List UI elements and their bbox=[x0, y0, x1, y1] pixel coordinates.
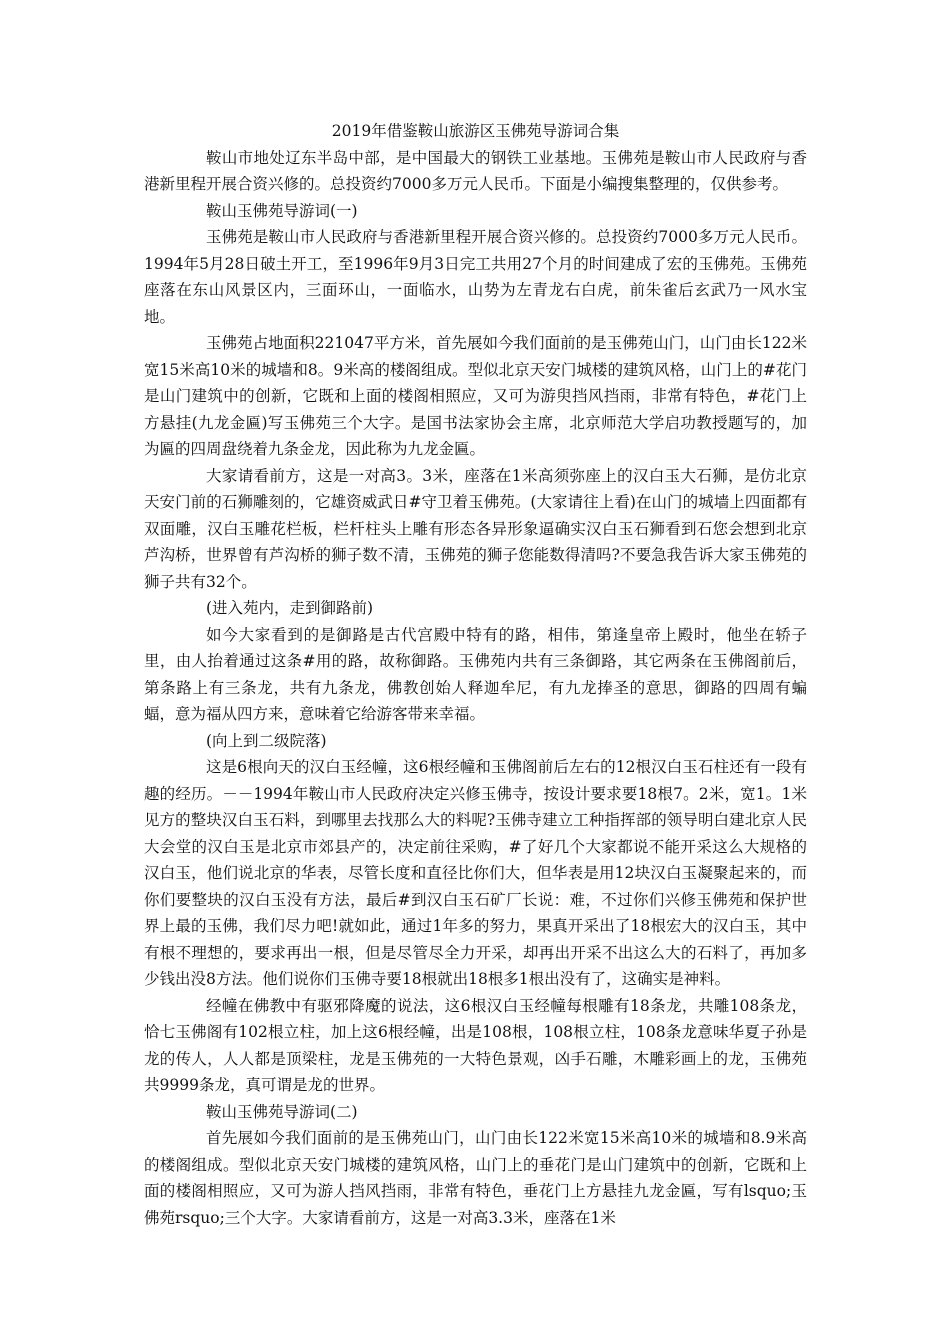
paragraph: 这是6根向天的汉白玉经幢，这6根经幢和玉佛阁前后左右的12根汉白玉石柱还有一段有趣的经历。－－1994年鞍山市人民政府决定兴修玉佛寺，按设计要求要18根7。2米，宽1。1米见方的整块汉白玉石料，到哪里去找那么大的料呢?玉佛寺建立工种指挥部的领导明白建北京人民大会堂的汉白玉是北京市郊县产的，决定前往采购，#了好几个大家都说不能开采这么大规格的汉白玉，他们说北京的华表，尽管长度和直径比你们大，但华表是用12块汉白玉凝聚起来的，而你们要整块的汉白玉没有方法，最后#到汉白玉石矿厂长说：难，不过你们兴修玉佛苑和保护世界上最的玉佛，我们尽力吧!就如此，通过1年多的努力，果真开采出了18根宏大的汉白玉，其中有根不理想的，要求再出一根，但是尽管尽全力开采，却再出开采不出这么大的石料了，再加多少钱出没8方法。他们说你们玉佛寺要18根就出18根多1根出没有了，这确实是神料。 bbox=[144, 758, 807, 988]
paragraph: 玉佛苑是鞍山市人民政府与香港新里程开展合资兴修的。总投资约7000多万元人民币。1994年5月28日破土开工，至1996年9月3日完工共用27个月的时间建成了宏的玉佛苑。玉佛苑座落在东山风景区内，三面环山，一面临水，山势为左青龙右白虎，前朱雀后玄武乃一风水宝地。 bbox=[144, 228, 807, 326]
section-heading: (向上到二级院落) bbox=[206, 731, 327, 750]
document-body bbox=[144, 145, 807, 1232]
section-heading: 鞍山玉佛苑导游词(一) bbox=[206, 201, 358, 220]
paragraph: 经幢在佛教中有驱邪降魔的说法，这6根汉白玉经幢每根雕有18条龙，共雕108条龙，恰七玉佛阁有102根立柱，加上这6根经幢，出是108根，108根立柱，108条龙意味华夏子孙是龙的传人，人人都是顶梁柱，龙是玉佛苑的一大特色景观，凶手石雕，木雕彩画上的龙，玉佛苑共9999条龙，真可谓是龙的世界。 bbox=[144, 996, 807, 1094]
paragraph: 如今大家看到的是御路是古代宫殿中特有的路，相伟，第逢皇帝上殿时，他坐在轿子里，由人抬着通过这条#用的路，故称御路。玉佛苑内共有三条御路，其它两条在玉佛阁前后，第条路上有三条龙，共有九条龙，佛教创始人释迦牟尼，有九龙捧圣的意思，御路的四周有蝙蝠，意为福从四方来，意味着它给游客带来幸福。 bbox=[144, 625, 807, 723]
paragraph: 大家请看前方，这是一对高3。3米，座落在1米高须弥座上的汉白玉大石狮，是仿北京天安门前的石狮雕刻的，它雄资威武日#守卫着玉佛苑。(大家请往上看)在山门的城墙上四面都有双面雕，汉白玉雕花栏板，栏杆柱头上雕有形态各异形象逼确实汉白玉石狮看到石您会想到北京芦沟桥，世界曾有芦沟桥的狮子数不清，玉佛苑的狮子您能数得清吗?不要急我告诉大家玉佛苑的狮子共有32个。 bbox=[144, 466, 807, 591]
section-heading: (进入苑内，走到御路前) bbox=[206, 599, 374, 617]
paragraph: 首先展如今我们面前的是玉佛苑山门，山门由长122米宽15米高10米的城墙和8.9米高的楼阁组成。型似北京天安门城楼的建筑风格，山门上的垂花门是山门建筑中的创新，它既和上面的楼阁相照应，又可为游人挡风挡雨，非常有特色，垂花门上方悬挂九龙金匾，写有lsquo;玉佛苑rsquo;三个大字。大家请看前方，这是一对高3.3米，座落在1米 bbox=[144, 1129, 807, 1227]
document-page bbox=[144, 118, 807, 1231]
document-title: 2019年借鉴鞍山旅游区玉佛苑导游词合集 bbox=[331, 122, 620, 140]
paragraph: 鞍山市地处辽东半岛中部，是中国最大的钢铁工业基地。玉佛苑是鞍山市人民政府与香港新里程开展合资兴修的。总投资约7000多万元人民币。下面是小编搜集整理的，仅供参考。 bbox=[144, 148, 807, 193]
section-heading: 鞍山玉佛苑导游词(二) bbox=[206, 1102, 358, 1121]
paragraph: 玉佛苑占地面积221047平方米，首先展如今我们面前的是玉佛苑山门，山门由长122米宽15米高10米的城墙和8。9米高的楼阁组成。型似北京天安门城楼的建筑风格，山门上的#花门是山门建筑中的创新，它既和上面的楼阁相照应，又可为游臾挡风挡雨，非常有特色，#花门上方悬挂(九龙金匾)写玉佛苑三个大字。是国书法家协会主席，北京师范大学启功教授题写的，加为匾的四周盘绕着九条金龙，因此称为九龙金匾。 bbox=[144, 334, 807, 458]
